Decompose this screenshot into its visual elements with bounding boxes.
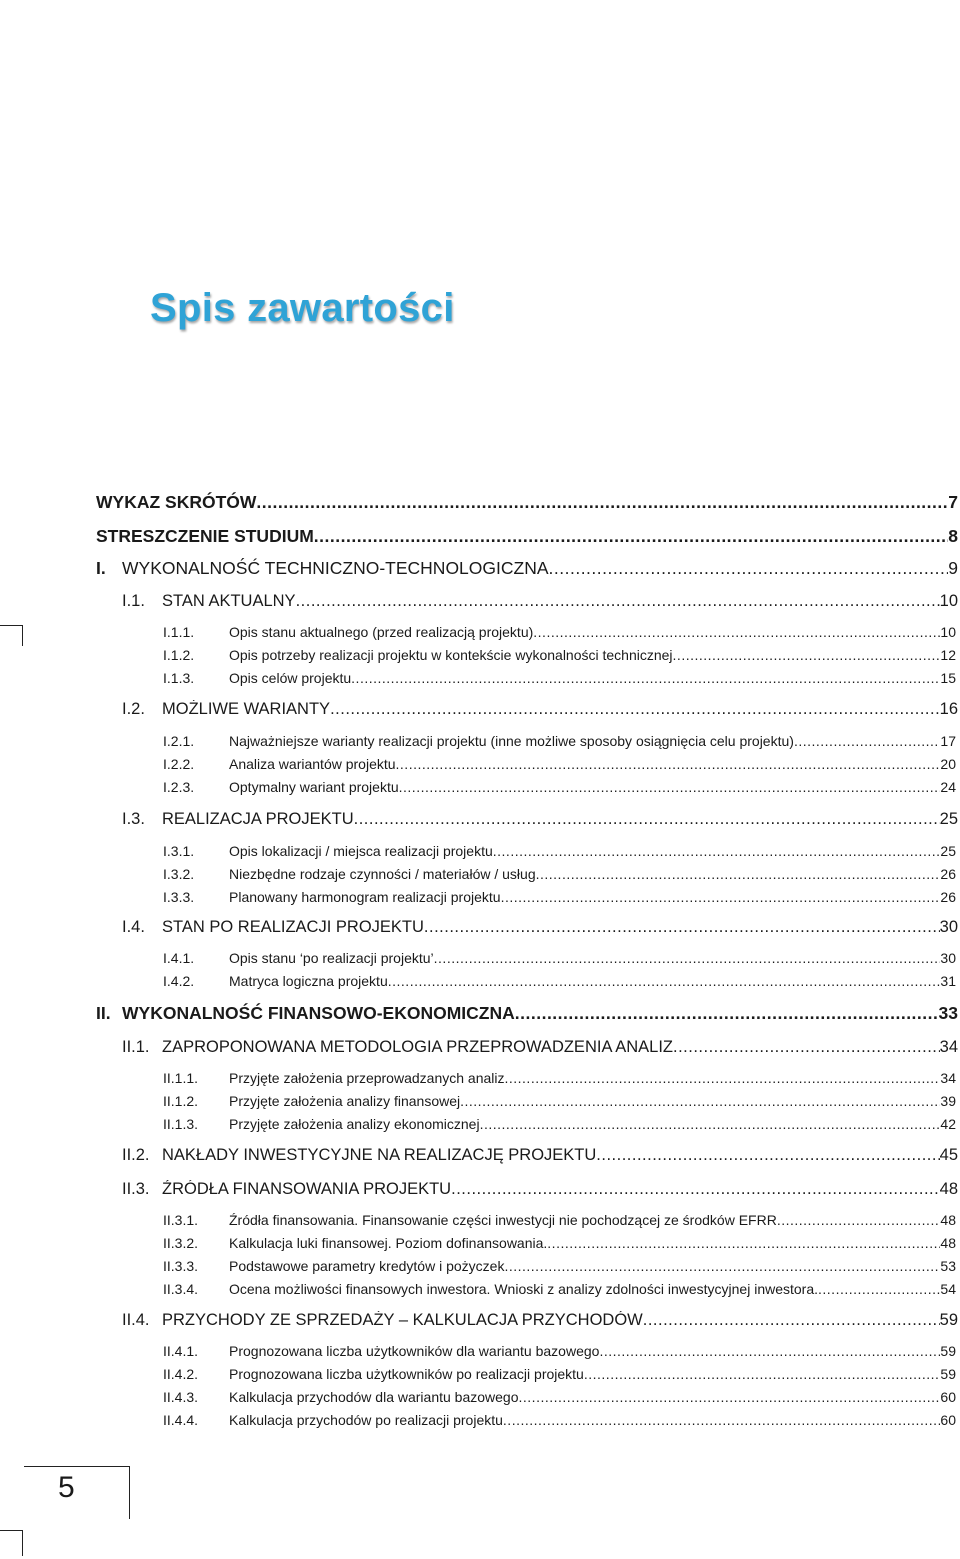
toc-entry-label: Kalkulacja przychodów po realizacji projektu	[229, 1412, 503, 1428]
toc-entry-label: STAN AKTUALNY	[162, 592, 296, 610]
toc-entry[interactable]	[163, 1389, 956, 1405]
toc-entry-leader	[673, 647, 941, 663]
corner-mark-bottom	[0, 1530, 23, 1556]
toc-entry-leader	[549, 558, 949, 579]
toc-entry[interactable]	[163, 1070, 956, 1086]
toc-entry-page: 26	[940, 889, 956, 905]
toc-entry-label: MOŻLIWE WARIANTY	[162, 700, 331, 718]
toc-entry-page: 34	[939, 1038, 958, 1056]
toc-entry-page: 34	[940, 1070, 956, 1086]
toc-entry-number: I.	[96, 558, 106, 578]
toc-entry[interactable]	[163, 1366, 956, 1382]
toc-entry[interactable]	[163, 1212, 956, 1228]
toc-entry[interactable]	[163, 889, 956, 905]
toc-entry[interactable]	[96, 1003, 958, 1024]
toc-entry-page: 42	[940, 1116, 956, 1132]
page-number: 5	[58, 1471, 75, 1504]
toc-entry[interactable]	[122, 1180, 958, 1199]
toc-entry-page: 30	[939, 918, 958, 936]
toc-entry-leader	[503, 1412, 941, 1428]
toc-entry-leader	[596, 1146, 939, 1165]
toc-entry[interactable]	[122, 1038, 958, 1057]
toc-entry-number: II.1.1.	[163, 1070, 199, 1086]
toc-entry-leader	[794, 733, 940, 749]
toc-entry-label: Optymalny wariant projektu	[229, 779, 399, 795]
toc-entry-label: Niezbędne rodzaje czynności / materiałów / usług	[229, 866, 536, 882]
toc-entry-label: Ocena możliwości finansowych inwestora. Wnioski z analizy zdolności inwestycyjnej inwestora.	[229, 1281, 819, 1297]
toc-entry-leader	[351, 670, 940, 686]
toc-entry-label: Kalkulacja przychodów dla wariantu bazowego	[229, 1389, 519, 1405]
toc-entry-page: 10	[939, 592, 958, 610]
toc-entry-page: 7	[948, 492, 958, 512]
toc-entry-page: 8	[948, 526, 958, 546]
toc-entry-number: I.1.1.	[163, 624, 195, 640]
toc-entry-leader	[330, 700, 940, 719]
page-number-box-top	[24, 1466, 129, 1467]
toc-entry-label: Opis lokalizacji / miejsca realizacji projektu	[229, 843, 493, 859]
toc-entry-label: Opis stanu aktualnego (przed realizacją projektu)	[229, 624, 534, 640]
toc-entry-number: II.1.	[122, 1038, 150, 1056]
toc-entry-leader	[777, 1212, 941, 1228]
toc-entry[interactable]	[96, 526, 958, 547]
toc-entry-page: 39	[940, 1093, 956, 1109]
toc-entry-number: II.3.4.	[163, 1281, 199, 1297]
toc-entry-page: 60	[940, 1412, 956, 1428]
toc-entry-number: II.3.	[122, 1180, 150, 1198]
toc-entry-page: 25	[940, 843, 956, 859]
toc-entry-leader	[533, 624, 940, 640]
toc-entry-leader	[399, 779, 941, 795]
toc-entry-leader	[396, 756, 941, 772]
toc-entry-leader	[584, 1366, 941, 1382]
toc-entry-label: Prognozowana liczba użytkowników po realizacji projektu	[229, 1366, 584, 1382]
toc-entry[interactable]	[163, 779, 956, 795]
toc-entry-leader	[388, 973, 941, 989]
toc-entry[interactable]	[163, 1235, 956, 1251]
toc-entry[interactable]	[163, 670, 956, 686]
toc-entry[interactable]	[122, 592, 958, 611]
toc-entry[interactable]	[163, 1116, 956, 1132]
toc-entry-leader	[354, 810, 940, 829]
toc-entry-page: 60	[940, 1389, 956, 1405]
toc-entry-label: Matryca logiczna projektu	[229, 973, 388, 989]
toc-entry-number: I.2.	[122, 700, 145, 718]
toc-entry-label: REALIZACJA PROJEKTU	[162, 810, 354, 828]
toc-entry[interactable]	[163, 1093, 956, 1109]
toc-entry[interactable]	[163, 1281, 956, 1297]
toc-entry-page: 48	[940, 1235, 956, 1251]
toc-entry[interactable]	[122, 918, 958, 937]
toc-entry-page: 15	[940, 670, 956, 686]
toc-entry-label: Analiza wariantów projektu	[229, 756, 396, 772]
toc-entry-number: I.3.	[122, 810, 145, 828]
toc-entry-leader	[504, 1258, 940, 1274]
toc-entry-number: II.4.1.	[163, 1343, 199, 1359]
toc-entry-label: NAKŁADY INWESTYCYJNE NA REALIZACJĘ PROJEKTU	[162, 1146, 597, 1164]
page-title: Spis zawartości	[150, 286, 455, 330]
toc-entry[interactable]	[163, 1412, 956, 1428]
toc-entry-number: II.4.3.	[163, 1389, 199, 1405]
toc-entry-leader	[515, 1003, 939, 1024]
toc-entry-page: 31	[940, 973, 956, 989]
toc-entry-label: PRZYCHODY ZE SPRZEDAŻY – KALKULACJA PRZYCHODÓW	[162, 1311, 643, 1329]
toc-entry-number: II.3.3.	[163, 1258, 199, 1274]
toc-entry-label: Planowany harmonogram realizacji projektu	[229, 889, 501, 905]
toc-entry[interactable]	[163, 973, 956, 989]
toc-entry-page: 9	[948, 558, 958, 578]
toc-entry-page: 20	[940, 756, 956, 772]
toc-entry-number: I.2.2.	[163, 756, 195, 772]
toc-entry-label: WYKONALNOŚĆ FINANSOWO-EKONOMICZNA	[122, 1003, 515, 1023]
toc-entry-leader	[480, 1116, 941, 1132]
toc-entry-number: I.1.3.	[163, 670, 195, 686]
toc-entry[interactable]	[96, 558, 958, 579]
toc-entry-number: I.4.1.	[163, 950, 195, 966]
toc-entry[interactable]	[122, 700, 958, 719]
toc-entry-leader	[434, 950, 941, 966]
toc-entry-leader	[451, 1180, 940, 1199]
toc-entry-number: II.3.2.	[163, 1235, 199, 1251]
toc-entry-number: I.3.3.	[163, 889, 195, 905]
toc-entry-label: Źródła finansowania. Finansowanie części inwestycji nie pochodzącej ze środków EFRR	[229, 1212, 777, 1228]
toc-entry-number: I.2.3.	[163, 779, 195, 795]
toc-entry-leader	[643, 1311, 940, 1330]
toc-entry[interactable]	[163, 756, 956, 772]
corner-mark-top	[0, 625, 23, 646]
toc-entry-number: I.1.2.	[163, 647, 195, 663]
toc-entry[interactable]	[163, 733, 956, 749]
toc-entry-leader	[296, 592, 940, 611]
toc-entry-label: Kalkulacja luki finansowej. Poziom dofinansowania.	[229, 1235, 548, 1251]
toc-entry-number: II.	[96, 1003, 111, 1023]
toc-entry-label: Podstawowe parametry kredytów i pożyczek	[229, 1258, 505, 1274]
toc-entry-number: II.3.1.	[163, 1212, 199, 1228]
toc-entry-label: Przyjęte założenia analizy ekonomicznej	[229, 1116, 480, 1132]
toc-entry-number: I.1.	[122, 592, 145, 610]
toc-entry-label: Przyjęte założenia analizy finansowej	[229, 1093, 461, 1109]
toc-entry-leader	[424, 918, 940, 937]
toc-entry-number: I.2.1.	[163, 733, 195, 749]
toc-entry-number: II.2.	[122, 1146, 150, 1164]
toc-entry-number: II.4.4.	[163, 1412, 199, 1428]
toc-entry-page: 10	[940, 624, 956, 640]
toc-entry-page: 24	[940, 779, 956, 795]
toc-entry[interactable]	[163, 1343, 956, 1359]
toc-entry-page: 12	[940, 647, 956, 663]
toc-entry-label: STRESZCZENIE STUDIUM	[96, 526, 314, 546]
toc-entry-page: 26	[940, 866, 956, 882]
toc-entry[interactable]	[163, 843, 956, 859]
toc-entry-label: Przyjęte założenia przeprowadzanych analiz	[229, 1070, 505, 1086]
toc-entry[interactable]	[122, 1146, 958, 1165]
toc-entry-page: 53	[940, 1258, 956, 1274]
toc-entry-label: Opis stanu ‘po realizacji projektu’	[229, 950, 434, 966]
toc-entry-leader	[501, 889, 941, 905]
toc-entry-leader	[256, 492, 948, 513]
toc-entry-label: WYKAZ SKRÓTÓW	[96, 492, 257, 512]
toc-entry-number: II.4.	[122, 1311, 150, 1329]
toc-entry[interactable]	[96, 492, 958, 513]
toc-entry-leader	[599, 1343, 940, 1359]
toc-entry-page: 48	[940, 1212, 956, 1228]
toc-entry-leader	[673, 1038, 940, 1057]
toc-entry-page: 59	[940, 1343, 956, 1359]
toc-entry[interactable]	[163, 624, 956, 640]
toc-entry[interactable]	[163, 647, 956, 663]
toc-entry-page: 59	[939, 1311, 958, 1329]
toc-entry-leader	[818, 1281, 940, 1297]
toc-entry-label: Opis potrzeby realizacji projektu w kontekście wykonalności technicznej	[229, 647, 673, 663]
toc-entry[interactable]	[163, 866, 956, 882]
toc-entry-page: 16	[939, 700, 958, 718]
toc-entry-label: Opis celów projektu	[229, 670, 352, 686]
toc-entry-number: I.3.2.	[163, 866, 195, 882]
toc-entry-leader	[547, 1235, 940, 1251]
toc-entry-label: STAN PO REALIZACJI PROJEKTU	[162, 918, 424, 936]
toc-entry-label: ŹRÓDŁA FINANSOWANIA PROJEKTU	[162, 1180, 452, 1198]
toc-entry-page: 59	[940, 1366, 956, 1382]
toc-entry-leader	[536, 866, 941, 882]
toc-entry-page: 33	[938, 1003, 958, 1023]
toc-entry-page: 45	[939, 1146, 958, 1164]
toc-entry-number: I.4.	[122, 918, 145, 936]
page-number-box-right	[129, 1466, 130, 1519]
toc-entry-label: Prognozowana liczba użytkowników dla wariantu bazowego	[229, 1343, 600, 1359]
toc-entry-page: 30	[940, 950, 956, 966]
toc-entry-number: I.4.2.	[163, 973, 195, 989]
toc-entry-leader	[460, 1093, 940, 1109]
toc-entry[interactable]	[163, 950, 956, 966]
toc-entry-leader	[314, 526, 948, 547]
toc-entry[interactable]	[122, 1311, 958, 1330]
toc-entry-label: ZAPROPONOWANA METODOLOGIA PRZEPROWADZENIA ANALIZ	[162, 1038, 673, 1056]
toc-entry-page: 17	[940, 733, 956, 749]
toc-entry-number: I.3.1.	[163, 843, 195, 859]
toc-entry-page: 54	[940, 1281, 956, 1297]
toc-entry-label: WYKONALNOŚĆ TECHNICZNO-TECHNOLOGICZNA	[122, 558, 549, 578]
toc-entry-number: II.1.3.	[163, 1116, 199, 1132]
toc-entry-leader	[519, 1389, 941, 1405]
toc-entry[interactable]	[163, 1258, 956, 1274]
toc-entry-number: II.1.2.	[163, 1093, 199, 1109]
toc-entry-number: II.4.2.	[163, 1366, 199, 1382]
toc-entry-page: 48	[939, 1180, 958, 1198]
toc-entry-label: Najważniejsze warianty realizacji projektu (inne możliwe sposoby osiągnięcia celu projektu)	[229, 733, 794, 749]
toc-entry-leader	[493, 843, 941, 859]
toc-entry[interactable]	[122, 810, 958, 829]
toc-entry-leader	[504, 1070, 940, 1086]
toc-entry-page: 25	[939, 810, 958, 828]
